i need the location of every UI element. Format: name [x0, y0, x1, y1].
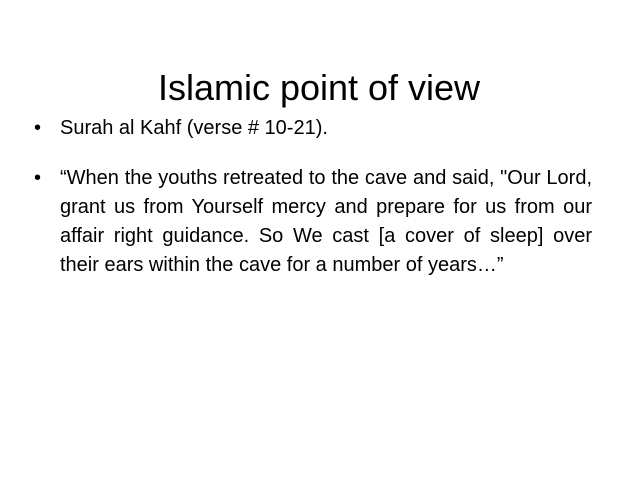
bullet-text: “When the youths retreated to the cave and said, "Our Lord, grant us from Yourself mercy and prepare for us from our affair right guidance. So We cast [a cover of sleep] over their ears within the cave for a number of years…”: [60, 167, 592, 276]
slide-title: Islamic point of view: [157, 67, 481, 109]
bullet-item-quote: [34, 164, 592, 280]
bullet-text: Surah al Kahf (verse # 10-21).: [60, 117, 328, 139]
bullet-marker: •: [34, 167, 42, 189]
bullet-item-reference: [34, 114, 592, 143]
bullet-marker: •: [34, 117, 42, 139]
bullet-list: [34, 114, 592, 280]
